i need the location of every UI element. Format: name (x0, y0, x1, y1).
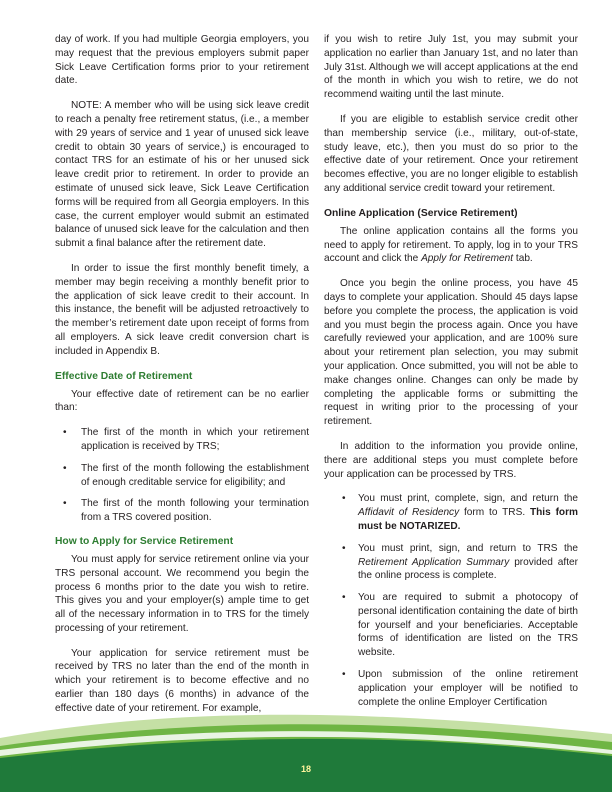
footer-wave-banner (0, 700, 612, 792)
footer-wave-graphic (0, 700, 612, 792)
list-item: • The first of the month following the establishment of enough creditable service for eligibility; and (63, 462, 309, 488)
bullet-icon: • (63, 462, 67, 474)
apply-for-retirement-tab-name: Apply for Retirement (421, 253, 514, 265)
paragraph: Your effective date of retirement can be no earlier than: (55, 388, 309, 414)
paragraph: day of work. If you had multiple Georgia employers, you may request that the previous employers submit paper Sick Leave Certification forms prior to your retirement date. (55, 34, 309, 87)
list-item: • Upon submission of the online retirement application your employer will be notified to complete the online Employer Certification (342, 669, 578, 708)
list-item: • The first of the month in which your retirement application is received by TRS; (63, 427, 309, 452)
paragraph: In order to issue the first monthly benefit timely, a member may begin receiving a monthly benefit prior to the application of sick leave credit to their account. In this instance, the benefit will be adjusted retroactively to the member’s retirement date upon receipt of forms from all employers. A sick leave credit conversion chart is included in Appendix B. (55, 262, 309, 357)
bullet-icon: • (63, 427, 67, 439)
section-heading-how-to-apply: How to Apply for Service Retirement (55, 535, 234, 547)
page-number: 18 (300, 764, 311, 774)
bullet-icon: • (342, 592, 346, 604)
note-paragraph: NOTE: A member who will be using sick leave credit to reach a penalty free retirement status, (i.e., a member with 29 years of service and 1 year of unused sick leave credit to obtain 30 years of service,) is encouraged to contact TRS for an estimate of his or her unused sick leave credit prior to retirement. In order to provide an estimate of unused sick leave, Sick Leave Certification forms will be required from all Georgia employers. In this case, the current employer would submit an estimated balance of unused sick leave for the calculation and then submit a final balance after the retirement date. (55, 100, 309, 250)
list-item: • You must print, complete, sign, and return the Affidavit of Residency form to TRS. This form must be NOTARIZED. (342, 493, 578, 532)
paragraph: if you wish to retire July 1st, you may submit your application no earlier than January 1st, and no later than July 31st. Although we will accept applications at the end of the month in which you wish to retire, we do not recommend waiting until the last minute. (324, 34, 578, 101)
paragraph: Once you begin the online process, you have 45 days to complete your application. Should 45 days lapse before you complete the process, the application is void and you must begin the process again. Once you have carefully reviewed your application, and are 100% sure about your retirement plan selection, you may submit your application. Once submitted, you will not be able to make changes online. Changes can only be made by completing the applicable forms or submitting the request in writing prior to the processing of your retirement. (324, 278, 578, 428)
bullet-icon: • (63, 498, 67, 510)
paragraph: You must apply for service retirement online via your TRS personal account. We recommend you begin the process 6 months prior to the date you wish to retire. This gives you and your employer(s) ample time to get all of the necessary information in to TRS for the timely processing of your retirement. (55, 553, 309, 634)
notarized-warning: This form must be NOTARIZED. (358, 507, 578, 532)
paragraph: If you are eligible to establish service credit other than membership service (i.e., military, out-of-state, study leave, etc.), then you must do so prior to the effective date of your retirement. Once your retirement becomes effective, you are no longer eligible to establish any additional service credit toward your retirement. (324, 113, 578, 194)
list-item: • You are required to submit a photocopy of personal identification containing the date of birth for yourself and your beneficiaries. Acceptable forms of identification are listed on the TRS website. (342, 592, 578, 659)
paragraph: The online application contains all the forms you need to apply for retirement. To apply, log in to your TRS account and click the Apply for Retirement tab. (324, 225, 578, 265)
right-column (324, 33, 578, 719)
paragraph: Your application for service retirement must be received by TRS no later than the end of the month in which your retirement is to become effective and no earlier than 180 days (6 months) in advance of the effective date of your retirement. For example, (55, 647, 309, 714)
section-heading-online-application: Online Application (Service Retirement) (324, 207, 518, 219)
left-column (55, 33, 309, 727)
bullet-icon: • (342, 669, 346, 681)
effective-date-list (55, 426, 309, 525)
bullet-icon: • (342, 493, 346, 505)
bullet-icon: • (342, 542, 346, 554)
list-item: • You must print, sign, and return to TRS the Retirement Application Summary provided after the online process is complete. (342, 542, 578, 582)
section-heading-effective-date: Effective Date of Retirement (55, 370, 193, 382)
paragraph: In addition to the information you provide online, there are additional steps you must complete before your application can be processed by TRS. (324, 440, 578, 480)
list-item: • The first of the month following your termination from a TRS covered position. (63, 498, 309, 524)
additional-steps-list (324, 492, 578, 709)
